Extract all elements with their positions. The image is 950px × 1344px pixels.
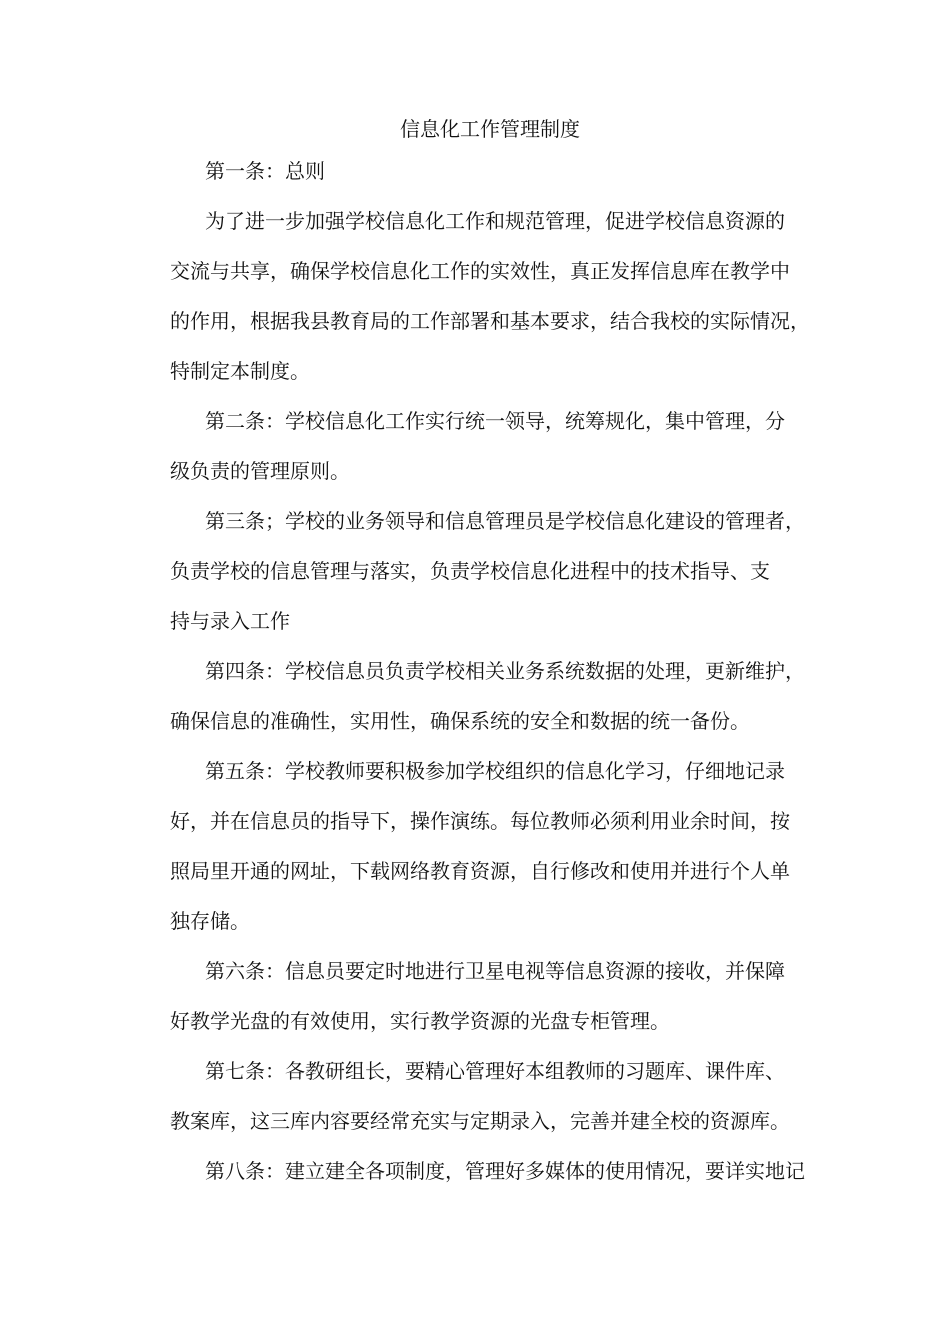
document-title: 信息化工作管理制度 xyxy=(400,117,580,141)
article-5-line-2: 好，并在信息员的指导下，操作演练。每位教师必须利用业余时间，按 xyxy=(170,809,790,833)
article-6-line-1: 第六条：信息员要定时地进行卫星电视等信息资源的接收，并保障 xyxy=(205,959,785,983)
article-4-line-2: 确保信息的准确性，实用性，确保系统的安全和数据的统一备份。 xyxy=(170,709,750,733)
article-3-line-2: 负责学校的信息管理与落实，负责学校信息化进程中的技术指导、支 xyxy=(170,559,770,583)
article-7-line-1: 第七条：各教研组长，要精心管理好本组教师的习题库、课件库、 xyxy=(205,1059,785,1083)
article-1-line-3: 的作用，根据我县教育局的工作部署和基本要求，结合我校的实际情况， xyxy=(170,309,810,333)
article-3-line-3: 持与录入工作 xyxy=(170,609,290,633)
article-6-line-2: 好教学光盘的有效使用，实行教学资源的光盘专柜管理。 xyxy=(170,1009,670,1033)
article-8-line-1: 第八条：建立建全各项制度，管理好多媒体的使用情况，要详实地记 xyxy=(205,1159,805,1183)
article-1-line-2: 交流与共享，确保学校信息化工作的实效性，真正发挥信息库在教学中 xyxy=(170,259,790,283)
article-7-line-2: 教案库，这三库内容要经常充实与定期录入，完善并建全校的资源库。 xyxy=(170,1109,790,1133)
article-5-line-4: 独存储。 xyxy=(170,909,250,933)
article-1-line-1: 为了进一步加强学校信息化工作和规范管理，促进学校信息资源的 xyxy=(205,209,785,233)
article-2-line-1: 第二条：学校信息化工作实行统一领导，统筹规化，集中管理，分 xyxy=(205,409,785,433)
article-4-line-1: 第四条：学校信息员负责学校相关业务系统数据的处理，更新维护， xyxy=(205,659,805,683)
article-3-line-1: 第三条；学校的业务领导和信息管理员是学校信息化建设的管理者， xyxy=(205,509,805,533)
article-1-line-4: 特制定本制度。 xyxy=(170,359,310,383)
article-2-line-2: 级负责的管理原则。 xyxy=(170,459,350,483)
article-5-line-1: 第五条：学校教师要积极参加学校组织的信息化学习，仔细地记录 xyxy=(205,759,785,783)
article-1-heading: 第一条：总则 xyxy=(205,159,325,183)
article-5-line-3: 照局里开通的网址，下载网络教育资源，自行修改和使用并进行个人单 xyxy=(170,859,790,883)
